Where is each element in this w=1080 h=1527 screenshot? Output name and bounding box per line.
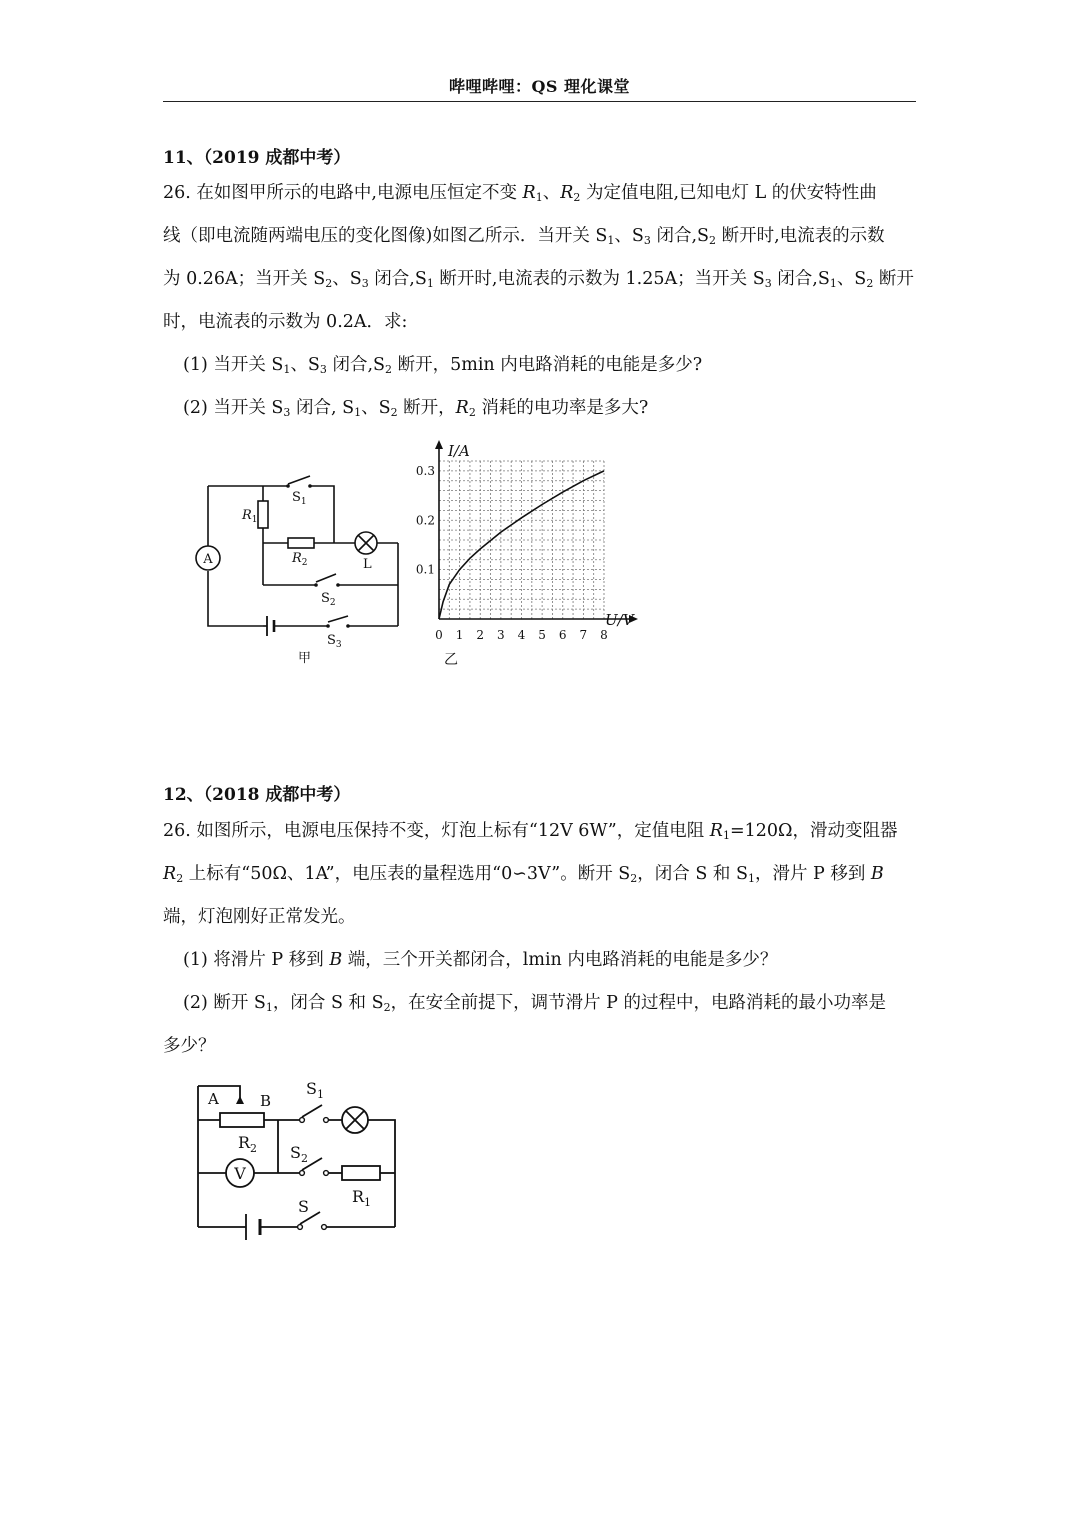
chart-axes <box>435 440 638 623</box>
resistor-r2-label: $R_2$ <box>292 551 308 568</box>
switch-s-label: S <box>298 1197 309 1216</box>
y-axis-arrow-icon <box>435 440 443 449</box>
chart-caption: 乙 <box>444 652 458 668</box>
problem-12-intro-line-1: 26. 如图所示，电源电压保持不变，灯泡上标有“12V 6W”，定值电阻 $R_1=120\Omega$，滑动变阻器 <box>163 821 898 842</box>
resistor-r2-symbol <box>288 538 314 548</box>
x-tick-label: 0 <box>435 628 443 642</box>
page-header: 哔哩哔哩：QS 理化课堂 <box>448 77 631 96</box>
chart-y-axis-label: I/A <box>448 442 470 460</box>
problem-11-intro-line-2: 线（即电流随两端电压的变化图像)如图乙所示．当开关 $S_1$、$S_3$ 闭合$,S_2$ 断开时,电流表的示数 <box>163 226 885 247</box>
switch-s1-label: $S_1$ <box>292 490 307 507</box>
circuit-diagram-12 <box>190 1072 405 1247</box>
x-tick-label: 2 <box>476 628 485 642</box>
lamp-label: L <box>363 557 372 572</box>
x-tick-label: 7 <box>579 628 588 642</box>
ammeter-symbol <box>196 546 220 570</box>
lamp-symbol <box>342 1107 368 1133</box>
switch-s3-label: $S_3$ <box>327 633 342 650</box>
terminal-a-label: A <box>208 1090 219 1108</box>
resistor-r1-symbol <box>342 1166 380 1180</box>
ammeter-label: A <box>203 552 213 567</box>
resistor-r1-label: $R_1$ <box>242 508 258 525</box>
rheostat-r2-symbol <box>220 1113 264 1127</box>
rheostat-r2-label: $R_2$ <box>238 1133 258 1155</box>
problem-12-intro-line-2: $R_2$ 上标有“50Ω、1A”，电压表的量程选用“0∽3V”。断开 $S_2$，闭合 S 和 $S_1$，滑片 P 移到 B <box>163 864 884 885</box>
problem-12-question-1: (1) 将滑片 P 移到 B 端，三个开关都闭合，lmin 内电路消耗的电能是多少？ <box>183 950 778 970</box>
y-tick-label: 0.3 <box>415 463 435 478</box>
resistor-r1-label: $R_1$ <box>352 1187 372 1209</box>
problem-12-intro-line-3: 端，灯泡刚好正常发光。 <box>163 907 356 927</box>
x-tick-label: 1 <box>455 628 464 642</box>
y-tick-label: 0.1 <box>415 562 435 577</box>
problem-11-question-2: (2) 当开关 $S_3$ 闭合, $S_1$、$S_2$ 断开，$R_2$ 消耗的电功率是多大? <box>183 398 649 419</box>
problem-11-intro-line-4: 时，电流表的示数为 0.2A．求: <box>163 312 408 332</box>
problem-11-question-1: (1) 当开关 $S_1$、$S_3$ 闭合$,S_2$ 断开，5min 内电路消耗的电能是多少? <box>183 355 703 376</box>
x-tick-label: 6 <box>558 628 567 642</box>
switch-s2-label: $S_2$ <box>321 591 336 608</box>
chart-x-axis-label: U/V <box>605 611 634 629</box>
problem-11-intro-line-1: 26. 在如图甲所示的电路中,电源电压恒定不变 $R_1$、$R_2$ 为定值电阻,已知电灯 L 的伏安特性曲 <box>163 183 877 204</box>
x-tick-label: 8 <box>600 628 608 642</box>
resistor-r1-symbol <box>258 501 268 528</box>
circuit-diagram-jia <box>188 468 410 668</box>
terminal-b-label: B <box>260 1092 272 1110</box>
y-tick-label: 0.2 <box>415 513 435 528</box>
circuit-caption-jia: 甲 <box>298 651 312 666</box>
x-tick-label: 3 <box>497 628 505 642</box>
voltmeter-symbol <box>226 1159 254 1187</box>
problem-12-question-2-line-2: 多少？ <box>163 1036 216 1056</box>
switch-s2-label: $S_2$ <box>290 1143 308 1165</box>
problem-11-intro-line-3: 为 0.26A；当开关 $S_2$、$S_3$ 闭合$,S_1$ 断开时,电流表的示数为 1.25A；当开关 $S_3$ 闭合$,S_1$、$S_2$ 断开 <box>163 269 914 290</box>
chart-grid <box>439 461 604 619</box>
iv-characteristic-chart <box>412 436 648 672</box>
problem-11-heading: 11、（2019 成都中考） <box>163 148 351 168</box>
voltmeter-label: V <box>234 1164 246 1183</box>
x-tick-label: 5 <box>538 628 546 642</box>
header-divider <box>163 101 916 102</box>
lamp-symbol <box>355 532 377 554</box>
slider-arrow-icon <box>236 1096 244 1104</box>
x-tick-label: 4 <box>517 628 526 642</box>
switch-s1-label: $S_1$ <box>306 1079 324 1101</box>
problem-12-heading: 12、（2018 成都中考） <box>163 785 351 805</box>
problem-12-question-2-line-1: (2) 断开 $S_1$，闭合 S 和 $S_2$，在安全前提下，调节滑片 P 的过程中，电路消耗的最小功率是 <box>183 993 886 1014</box>
